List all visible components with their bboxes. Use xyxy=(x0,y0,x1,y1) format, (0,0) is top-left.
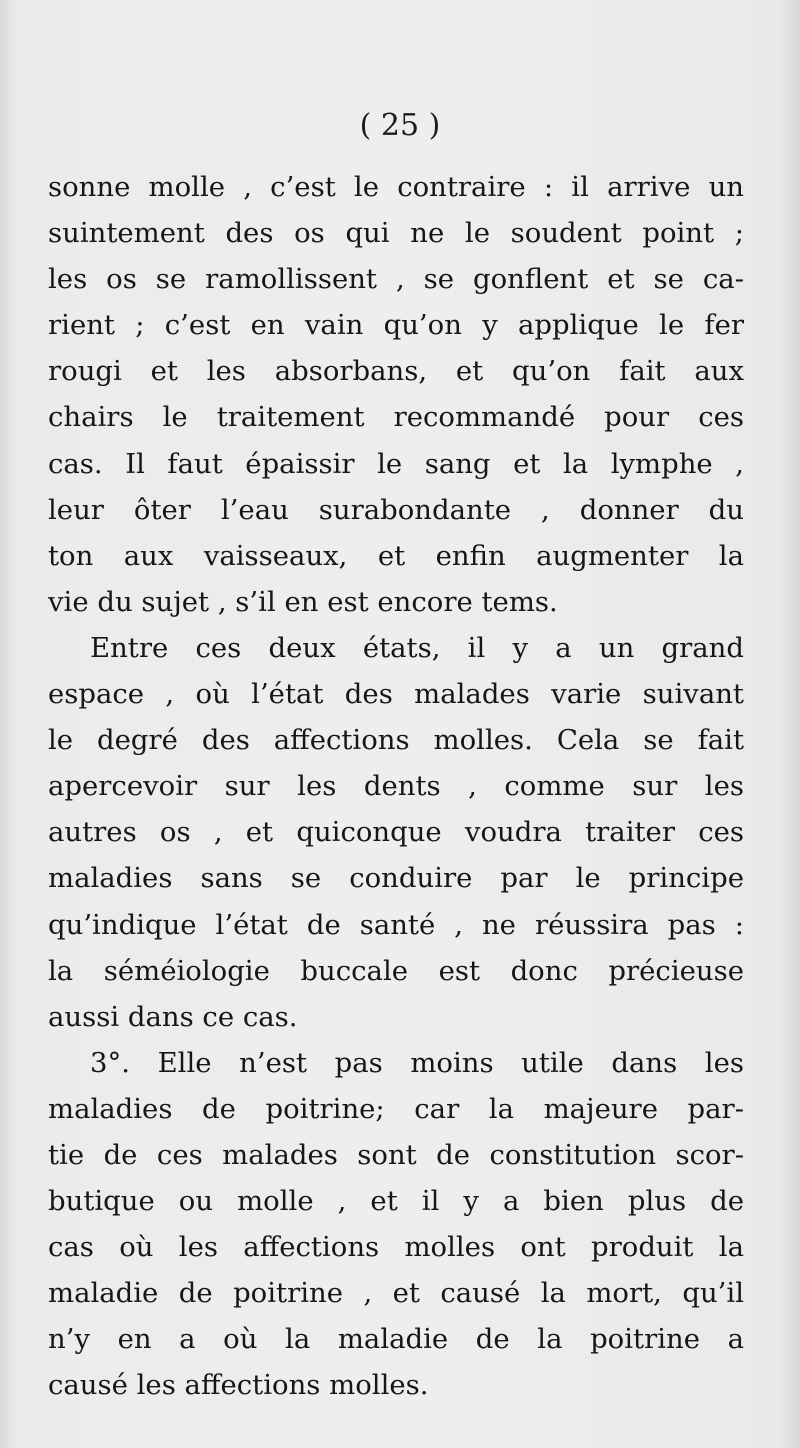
text-line: les os se ramollissent , se gonflent et se ca- xyxy=(48,263,744,296)
text-line: chairs le traitement recommandé pour ces xyxy=(48,401,744,434)
text-line: tie de ces malades sont de constitution scor- xyxy=(48,1138,744,1171)
text-line: cas. Il faut épaissir le sang et la lymphe , xyxy=(48,447,744,480)
page-body xyxy=(48,164,744,1409)
text-line: maladies de poitrine; car la majeure par- xyxy=(48,1092,744,1125)
text-line: aussi dans ce cas. xyxy=(48,1000,298,1033)
text-line: suintement des os qui ne le soudent point ; xyxy=(48,217,744,250)
text-line: la séméiologie buccale est donc précieuse xyxy=(48,954,744,987)
text-line: n’y en a où la maladie de la poitrine a xyxy=(48,1323,744,1356)
text-line: Entre ces deux états, il y a un grand xyxy=(90,631,744,664)
page-number: ( 25 ) xyxy=(359,108,441,143)
text-line: maladie de poitrine , et causé la mort, qu’il xyxy=(48,1277,744,1310)
text-line: ton aux vaisseaux, et enfin augmenter la xyxy=(48,539,744,572)
text-line: butique ou molle , et il y a bien plus de xyxy=(48,1185,744,1218)
text-line: cas où les affections molles ont produit la xyxy=(48,1231,744,1264)
text-line: vie du sujet , s’il en est encore tems. xyxy=(48,585,558,618)
text-line: autres os , et quiconque voudra traiter ces xyxy=(48,816,744,849)
text-line: rient ; c’est en vain qu’on y applique le fer xyxy=(48,309,744,342)
text-line: 3°. Elle n’est pas moins utile dans les xyxy=(90,1046,744,1079)
text-line: maladies sans se conduire par le principe xyxy=(48,862,744,895)
text-line: causé les affections molles. xyxy=(48,1369,429,1402)
paragraph-3 xyxy=(48,1040,744,1409)
paragraph-1 xyxy=(48,164,744,625)
text-line: rougi et les absorbans, et qu’on fait aux xyxy=(48,355,744,388)
paragraph-2 xyxy=(48,625,744,1040)
text-line: le degré des affections molles. Cela se fait xyxy=(48,724,744,757)
text-line: leur ôter l’eau surabondante , donner du xyxy=(48,493,744,526)
text-line: sonne molle , c’est le contraire : il arrive un xyxy=(48,171,744,203)
text-line: apercevoir sur les dents , comme sur les xyxy=(48,770,744,803)
text-line: espace , où l’état des malades varie suivant xyxy=(48,678,744,711)
text-line: qu’indique l’état de santé , ne réussira pas : xyxy=(48,908,744,941)
